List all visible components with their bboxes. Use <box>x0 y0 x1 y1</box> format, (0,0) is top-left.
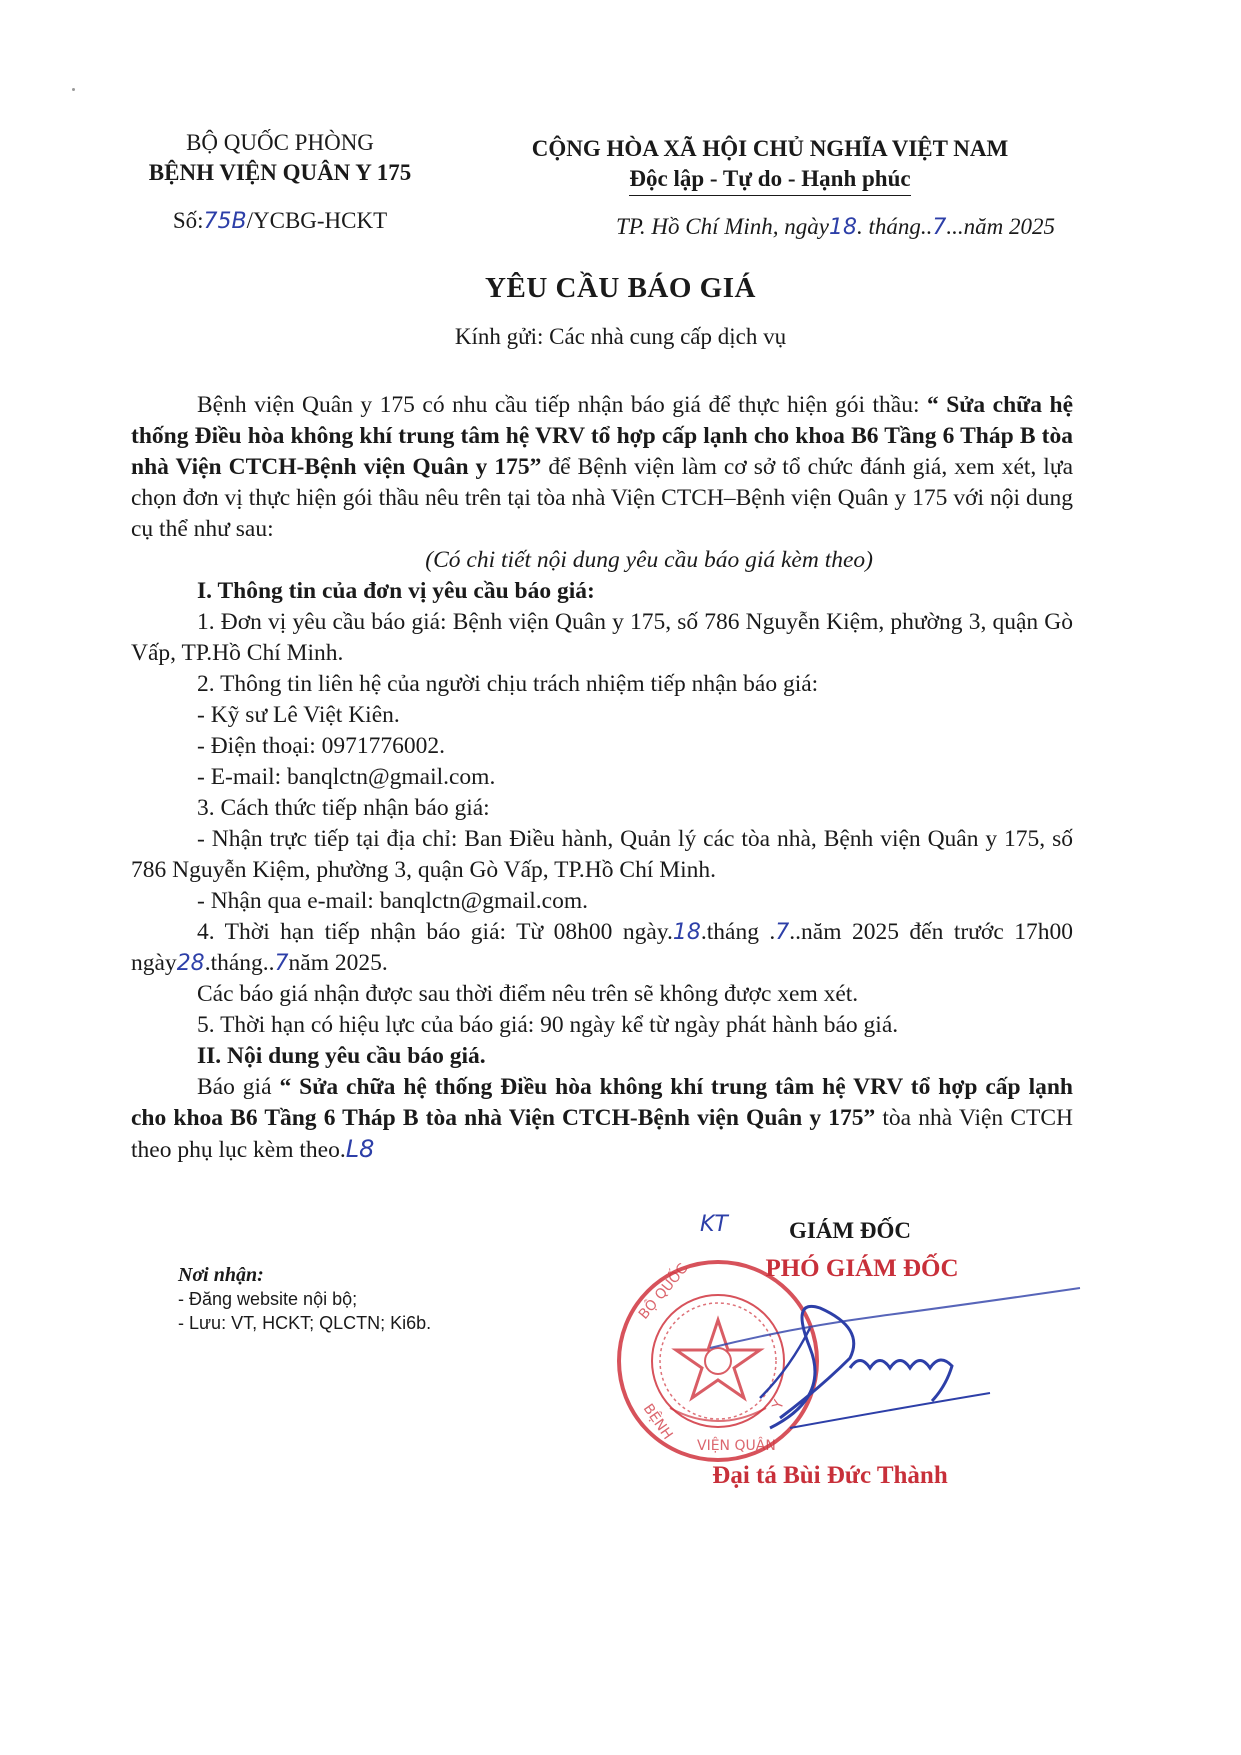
section2-paragraph <box>131 1072 1073 1166</box>
intro-text-1: Bệnh viện Quân y 175 có nhu cầu tiếp nhận báo giá để thực hiện gói thầu: <box>197 392 927 418</box>
date-prefix: TP. Hồ Chí Minh, ngày <box>616 214 829 239</box>
signer-name: Đại tá Bùi Đức Thành <box>712 1462 948 1489</box>
handwritten-signature-icon <box>700 1268 1100 1448</box>
national-motto: Độc lập - Tự do - Hạnh phúc <box>629 164 910 196</box>
item4-text-e: năm 2025. <box>288 950 388 976</box>
issuer-block <box>120 128 440 188</box>
greeting: Kính gửi: Các nhà cung cấp dịch vụ <box>454 324 787 349</box>
intro-paragraph <box>131 390 1073 545</box>
item4-month2: 7 <box>274 951 289 976</box>
svg-text:BỆNH: BỆNH <box>639 1401 676 1443</box>
date-year-label: ...năm 2025 <box>946 214 1055 239</box>
item4-day1: 18 <box>672 920 701 945</box>
kt-abbreviation: KT <box>700 1212 728 1237</box>
recipients-block <box>178 1263 578 1335</box>
section1-item3: 3. Cách thức tiếp nhận báo giá: <box>197 795 490 821</box>
section1-heading: I. Thông tin của đơn vị yêu cầu báo giá: <box>197 578 595 604</box>
recipient-line-2: - Lưu: VT, HCKT; QLCTN; Ki6b. <box>178 1313 432 1333</box>
section1-item2: 2. Thông tin liên hệ của người chịu trách nhiệm tiếp nhận báo giá: <box>197 671 819 697</box>
receive-email: - Nhận qua e-mail: banqlctn@gmail.com. <box>197 888 588 914</box>
recipients-title: Nơi nhận: <box>178 1264 264 1286</box>
intro-text-2: để Bệnh viện làm cơ sở tổ chức đánh giá, xem xét, lựa chọn đơn vị thực hiện gói thầu nêu trên tại tòa nhà Viện CTCH–Bệnh viện Quân y 175 với nội dung cụ thể như sau: <box>131 454 1074 542</box>
doc-number-prefix: Số: <box>172 208 204 233</box>
director-title: GIÁM ĐỐC <box>788 1218 912 1243</box>
item4-text-a: 4. Thời hạn tiếp nhận báo giá: Từ 08h00 ngày. <box>197 919 673 945</box>
national-header <box>490 134 1050 196</box>
item4-text-b: .tháng . <box>700 919 776 945</box>
item4-day2: 28 <box>176 951 205 976</box>
document-title: YÊU CẦU BÁO GIÁ <box>485 272 756 304</box>
contact-phone: - Điện thoại: 0971776002. <box>197 733 446 759</box>
section2-text-2: tòa nhà Viện CTCH theo phụ lục kèm theo. <box>131 1105 1073 1163</box>
item4-month1: 7 <box>775 920 790 945</box>
doc-number-suffix: /YCBG-HCKT <box>246 208 388 233</box>
section2-text-1: Báo giá <box>197 1074 280 1100</box>
section1-item1: 1. Đơn vị yêu cầu báo giá: Bệnh viện Quân y 175, số 786 Nguyễn Kiệm, phường 3, quận Gò Vấp, TP.Hồ Chí Minh. <box>131 609 1073 666</box>
recipient-line-1: - Đăng website nội bộ; <box>178 1289 358 1309</box>
date-month-label: . tháng.. <box>856 214 933 239</box>
intro-package-name: “ Sửa chữa hệ thống Điều hòa không khí trung tâm hệ VRV tổ hợp cấp lạnh cho khoa B6 Tầng 6 Tháp B tòa nhà Viện CTCH-Bệnh viện Quân y 175” <box>131 392 1073 480</box>
attachment-note: (Có chi tiết nội dung yêu cầu báo giá kèm theo) <box>425 547 873 573</box>
issue-date <box>555 214 1055 240</box>
date-month: 7 <box>932 215 947 240</box>
nation-name: CỘNG HÒA XÃ HỘI CHỦ NGHĨA VIỆT NAM <box>531 136 1009 161</box>
section2-package-name: “ Sửa chữa hệ thống Điều hòa không khí trung tâm hệ VRV tổ hợp cấp lạnh cho khoa B6 Tầng 6 Tháp B tòa nhà Viện CTCH-Bệnh viện Quân y 175” <box>131 1074 1073 1131</box>
receive-direct: - Nhận trực tiếp tại địa chỉ: Ban Điều hành, Quản lý các tòa nhà, Bệnh viện Quân y 175, số 786 Nguyễn Kiệm, phường 3, quận Gò Vấp, TP.Hồ Chí Minh. <box>131 826 1073 883</box>
contact-email: - E-mail: banqlctn@gmail.com. <box>197 764 496 790</box>
hospital-name: BỆNH VIỆN QUÂN Y 175 <box>148 160 412 185</box>
section1-item5: 5. Thời hạn có hiệu lực của báo giá: 90 ngày kể từ ngày phát hành báo giá. <box>197 1012 899 1038</box>
item4-text-d: .tháng.. <box>204 950 275 976</box>
svg-text:Y: Y <box>769 1397 788 1412</box>
date-day: 18 <box>828 215 857 240</box>
svg-text:VIỆN QUÂN: VIỆN QUÂN <box>697 1438 776 1454</box>
svg-text:BỘ QUỐC: BỘ QUỐC <box>635 1260 692 1323</box>
document-body <box>131 390 1073 1166</box>
doc-number-handwritten: 75B <box>203 209 247 234</box>
item4-text-c: ..năm 2025 đến trước 17h00 ngày <box>131 919 1073 976</box>
handwritten-initial: L8 <box>345 1135 375 1163</box>
late-note: Các báo giá nhận được sau thời điểm nêu trên sẽ không được xem xét. <box>197 981 859 1007</box>
contact-name: - Kỹ sư Lê Việt Kiên. <box>197 702 400 728</box>
section2-heading: II. Nội dung yêu cầu báo giá. <box>197 1043 486 1069</box>
section1-item4 <box>131 917 1073 979</box>
deputy-director-title: PHÓ GIÁM ĐỐC <box>765 1255 959 1282</box>
scan-speck <box>72 88 75 91</box>
document-number <box>120 208 440 234</box>
ministry-name: BỘ QUỐC PHÒNG <box>186 130 374 155</box>
